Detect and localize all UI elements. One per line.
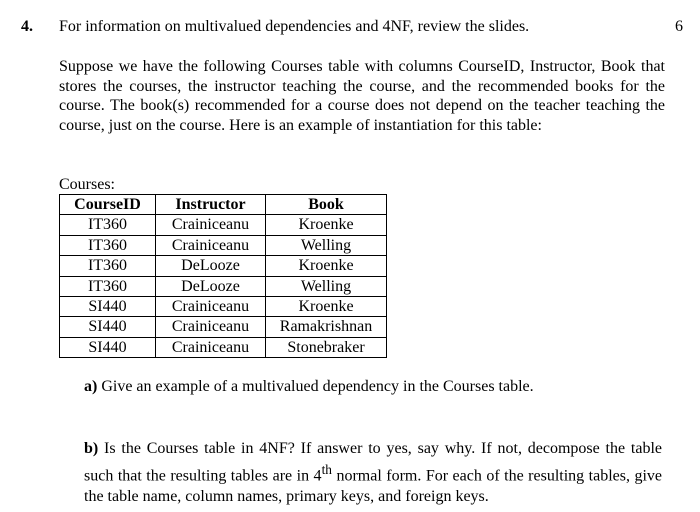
- cell-courseid: IT360: [60, 256, 156, 276]
- cell-instructor: Crainiceanu: [156, 337, 266, 357]
- table-row: [60, 276, 387, 296]
- header-instructor: Instructor: [156, 195, 266, 215]
- part-a: [84, 378, 534, 396]
- courses-table: [59, 194, 387, 358]
- question-title: For information on multivalued dependencies and 4NF, review the slides.: [59, 18, 530, 35]
- table-row: [60, 215, 387, 235]
- cell-book: Welling: [266, 235, 387, 255]
- table-header-row: [60, 195, 387, 215]
- part-b-text-2: normal form. For each of the resulting tables, give the table name, column names, primary keys, and foreign keys.: [84, 467, 663, 506]
- cell-courseid: IT360: [60, 215, 156, 235]
- header-book: Book: [266, 195, 387, 215]
- cell-book: Kroenke: [266, 297, 387, 317]
- cell-courseid: SI440: [60, 317, 156, 337]
- table-row: [60, 235, 387, 255]
- table-row: [60, 317, 387, 337]
- question-intro: Suppose we have the following Courses table with columns CourseID, Instructor, Book that stores the courses, the instructor teaching the course, and the recommended books for the course. The book(s) recommended for a course does not depend on the teacher teaching the course, just on the course. Here is an example of instantiation for this table:: [59, 58, 665, 134]
- part-a-label: a): [84, 378, 98, 395]
- part-b-label: b): [84, 440, 99, 457]
- part-b: [84, 438, 662, 507]
- cell-courseid: SI440: [60, 337, 156, 357]
- cell-courseid: IT360: [60, 235, 156, 255]
- cell-book: Stonebraker: [266, 337, 387, 357]
- part-b-text-1: Is the Courses table in 4NF? If answer to yes, say why. If not, decompose the table such that the resulting tables are in 4: [84, 440, 662, 485]
- part-b-superscript: th: [321, 462, 332, 477]
- part-a-text: Give an example of a multivalued dependency in the Courses table.: [101, 378, 534, 395]
- header-courseid: CourseID: [60, 195, 156, 215]
- cell-book: Welling: [266, 276, 387, 296]
- cell-book: Kroenke: [266, 256, 387, 276]
- cell-instructor: Crainiceanu: [156, 317, 266, 337]
- question-number: 4.: [21, 18, 33, 35]
- cell-instructor: Crainiceanu: [156, 215, 266, 235]
- cell-book: Ramakrishnan: [266, 317, 387, 337]
- table-row: [60, 256, 387, 276]
- cell-instructor: Crainiceanu: [156, 235, 266, 255]
- cell-instructor: Crainiceanu: [156, 297, 266, 317]
- cell-instructor: DeLooze: [156, 256, 266, 276]
- table-row: [60, 337, 387, 357]
- cell-book: Kroenke: [266, 215, 387, 235]
- cell-instructor: DeLooze: [156, 276, 266, 296]
- table-caption: Courses:: [59, 176, 115, 193]
- cell-courseid: IT360: [60, 276, 156, 296]
- cell-courseid: SI440: [60, 297, 156, 317]
- table-row: [60, 297, 387, 317]
- page-number: 6: [675, 18, 683, 35]
